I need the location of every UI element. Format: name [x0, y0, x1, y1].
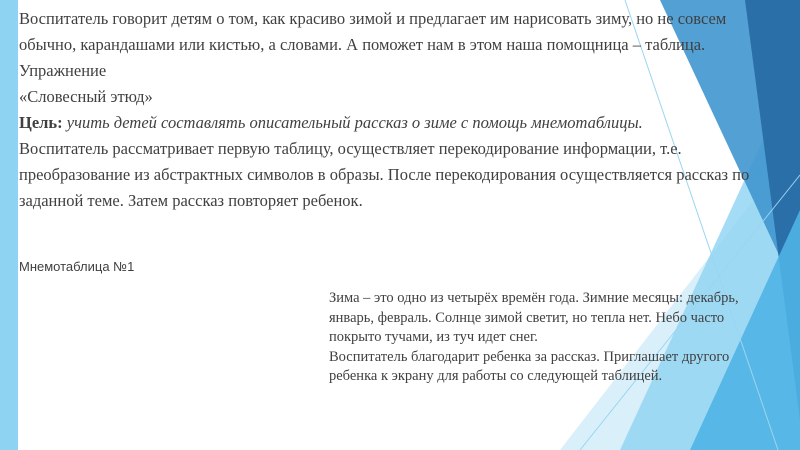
intro-paragraph: Воспитатель говорит детям о том, как красиво зимой и предлагает им нарисовать зиму, но не совсем обычно, карандашами или кистью, а словами. А поможет нам в этом наша помощница – таблица. [19, 9, 727, 54]
goal-text: учить детей составлять описательный рассказ о зиме с помощь мнемотаблицы. [62, 113, 643, 132]
exercise-title: «Словесный этюд» [19, 87, 153, 106]
goal-paragraph [19, 110, 754, 136]
story-text-block [329, 289, 779, 387]
story-paragraph: Зима – это одно из четырёх времён года. Зимние месяцы: декабрь, январь, февраль. Солнце зимой светит, но тепла нет. Небо часто покрыто тучами, из туч идет снег. [329, 290, 739, 345]
procedure-paragraph: Воспитатель рассматривает первую таблицу, осуществляет перекодирование информации, т.е. преобразование из абстрактных символов в образы. После перекодирования осуществляется рассказ по заданной теме. Затем рассказ повторяет ребенок. [19, 139, 750, 210]
table-caption: Мнемотаблица №1 [19, 259, 135, 274]
main-text-block [19, 6, 754, 214]
exercise-label: Упражнение [19, 61, 107, 80]
followup-paragraph: Воспитатель благодарит ребенка за рассказ. Приглашает другого ребенка к экрану для работы со следующей таблицей. [329, 348, 730, 384]
left-accent-bar [0, 0, 18, 450]
goal-label: Цель: [19, 113, 63, 132]
